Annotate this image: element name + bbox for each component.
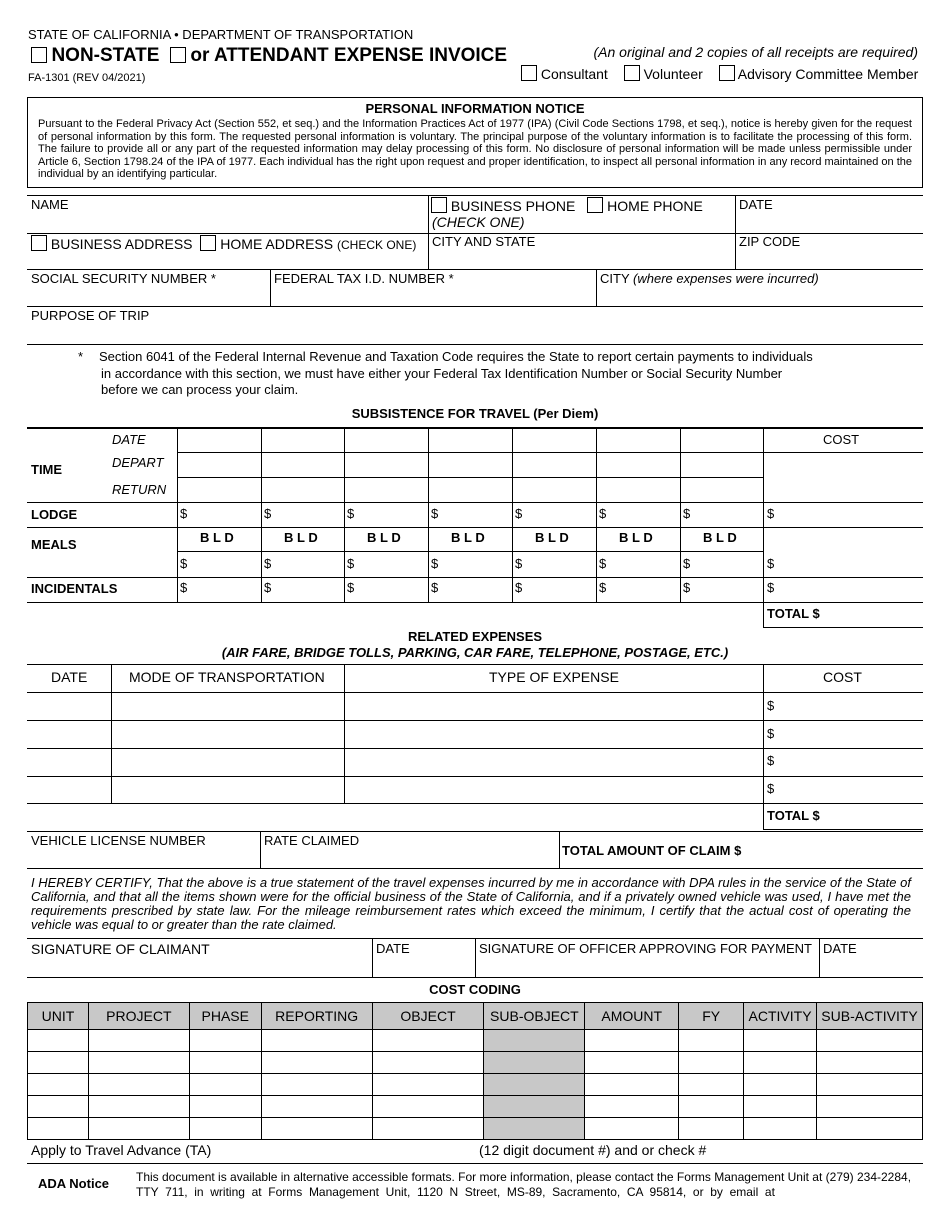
footnote-line1: Section 6041 of the Federal Internal Revenue and Taxation Code requires the State to report certain payments to individuals (99, 349, 813, 364)
certify-text: I HEREBY CERTIFY, That the above is a true statement of the travel expenses incurred by me in accordance with DPA rules in the service of the State of California, and that all the items shown were for the official business of the State of California, and if a privately owned vehicle was used, I have met the requirements prescribed by state law. For the mileage reimbursement rates which exceed the minimum, I certify that the actual cost of operating the vehicle was equal to or greater than the rate claimed. (31, 875, 911, 932)
cc-col-project: PROJECT (88, 1003, 189, 1030)
cc-col-sub-object: SUB-OBJECT (484, 1003, 585, 1030)
zip-label: ZIP CODE (739, 234, 801, 249)
purpose-label: PURPOSE OF TRIP (31, 308, 150, 323)
ftin-label: FEDERAL TAX I.D. NUMBER * (274, 271, 454, 286)
cost-coding-cell[interactable] (744, 1118, 817, 1140)
city-incurred-label (600, 271, 819, 286)
home-phone-label: HOME PHONE (607, 198, 703, 214)
related-subtitle: (AIR FARE, BRIDGE TOLLS, PARKING, CAR FARE, TELEPHONE, POSTAGE, ETC.) (221, 645, 729, 660)
cost-coding-cell[interactable] (189, 1118, 261, 1140)
lodge-dollar-6: $ (599, 506, 607, 521)
ada-line2: TTY 711, in writing at Forms Management Unit, 1120 N Street, MS-89, Sacramento, CA 95814, or by email at (136, 1185, 775, 1199)
related-cost-header: COST (823, 669, 862, 685)
cost-coding-cell[interactable] (585, 1030, 679, 1052)
cost-coding-cell[interactable] (817, 1074, 923, 1096)
cost-coding-cell[interactable] (189, 1096, 261, 1118)
cost-coding-cell[interactable] (372, 1030, 484, 1052)
incidentals-dollar-5: $ (515, 580, 523, 595)
cost-coding-title: COST CODING (429, 982, 521, 997)
cost-coding-cell[interactable] (189, 1030, 261, 1052)
related-mode-header: MODE OF TRANSPORTATION (129, 669, 325, 685)
meals-bld-label-4: B L D (451, 530, 485, 545)
cost-coding-cell[interactable] (679, 1096, 744, 1118)
meals-dollar-5: $ (515, 556, 523, 571)
cost-coding-cell[interactable] (28, 1118, 89, 1140)
cost-coding-cell[interactable] (484, 1052, 585, 1074)
cost-coding-row (28, 1052, 923, 1074)
footnote-line3: before we can process your claim. (101, 382, 299, 397)
cc-col-object: OBJECT (372, 1003, 484, 1030)
consultant-label: Consultant (540, 66, 608, 82)
role-options (521, 65, 918, 82)
footnote-star: * (78, 349, 84, 364)
non-state-label: NON-STATE (51, 45, 160, 66)
cost-coding-cell[interactable] (88, 1052, 189, 1074)
business-phone-label: BUSINESS PHONE (450, 198, 576, 214)
date-label: DATE (739, 197, 773, 212)
lodge-cost-dollar: $ (767, 506, 775, 521)
cost-coding-cell[interactable] (484, 1118, 585, 1140)
related-date-header: DATE (51, 669, 88, 685)
related-dollar-2: $ (767, 726, 775, 741)
home-address-label: HOME ADDRESS (220, 236, 334, 252)
cost-coding-cell[interactable] (261, 1074, 372, 1096)
business-address-checkbox[interactable] (31, 235, 47, 251)
privacy-text: Pursuant to the Federal Privacy Act (Section 552, et seq.) and the Information Practices Act of 1977 (IPA) (Civil Code Sections 1798, et seq.), notice is hereby given for the request of personal information by this form. The requested personal information is voluntary. The principal purpose of the voluntary information is to facilitate the processing of this form. The failure to provide all or any part of the requested information may delay processing of this form. No disclosure of personal information will be made unless permissible under Article 6, Section 1798.24 of the IPA of 1977. Each individual has the right upon request and proper identification, to inspect all personal information in any record maintained on the individual by an identifying particular. (38, 118, 912, 180)
cost-coding-cell[interactable] (484, 1096, 585, 1118)
meals-bld-label-1: B L D (200, 530, 234, 545)
cost-coding-cell[interactable] (817, 1052, 923, 1074)
lodge-dollar-1: $ (180, 506, 188, 521)
related-dollar-3: $ (767, 753, 775, 768)
cost-coding-cell[interactable] (189, 1052, 261, 1074)
city-state-label: CITY AND STATE (432, 234, 536, 249)
vehicle-license-label: VEHICLE LICENSE NUMBER (31, 833, 206, 848)
cost-coding-row (28, 1030, 923, 1052)
doc-number-label: (12 digit document #) and or check # (479, 1142, 707, 1158)
incidentals-dollar-2: $ (264, 580, 272, 595)
cost-coding-cell[interactable] (817, 1096, 923, 1118)
address-check-one: (CHECK ONE) (336, 238, 417, 252)
lodge-dollar-5: $ (515, 506, 523, 521)
meals-bld-label-3: B L D (367, 530, 401, 545)
cost-coding-cell[interactable] (261, 1030, 372, 1052)
lodge-dollar-7: $ (683, 506, 691, 521)
cc-col-unit: UNIT (28, 1003, 89, 1030)
cc-col-activity: ACTIVITY (744, 1003, 817, 1030)
cc-col-fy: FY (679, 1003, 744, 1030)
volunteer-label: Volunteer (643, 66, 703, 82)
footnote-line2: in accordance with this section, we must have either your Federal Tax Identification Number or Social Security Number (101, 366, 783, 381)
cost-coding-cell[interactable] (585, 1118, 679, 1140)
cost-coding-cell[interactable] (261, 1118, 372, 1140)
incidentals-dollar-3: $ (347, 580, 355, 595)
cost-coding-cell[interactable] (261, 1052, 372, 1074)
meals-dollar-4: $ (431, 556, 439, 571)
meals-bld-label-2: B L D (284, 530, 318, 545)
claimant-signature-label: SIGNATURE OF CLAIMANT (31, 941, 210, 957)
cost-coding-cell[interactable] (189, 1074, 261, 1096)
incidentals-label: INCIDENTALS (31, 581, 118, 596)
cost-coding-cell[interactable] (28, 1096, 89, 1118)
cost-coding-cell[interactable] (88, 1030, 189, 1052)
advisory-label: Advisory Committee Member (737, 66, 919, 82)
depart-label: DEPART (112, 455, 164, 470)
phone-check-one: (CHECK ONE) (432, 214, 525, 230)
cc-col-reporting: REPORTING (261, 1003, 372, 1030)
cc-col-amount: AMOUNT (585, 1003, 679, 1030)
cost-coding-cell[interactable] (484, 1074, 585, 1096)
meals-bld-label-6: B L D (619, 530, 653, 545)
related-type-header: TYPE OF EXPENSE (489, 669, 619, 685)
meals-dollar-3: $ (347, 556, 355, 571)
cost-coding-cell[interactable] (372, 1118, 484, 1140)
cost-coding-cell[interactable] (744, 1030, 817, 1052)
agency-line: STATE OF CALIFORNIA • DEPARTMENT OF TRANSPORTATION (28, 27, 414, 42)
cost-coding-cell[interactable] (679, 1118, 744, 1140)
incidentals-dollar-1: $ (180, 580, 188, 595)
home-phone-checkbox[interactable] (587, 197, 603, 213)
officer-signature-label: SIGNATURE OF OFFICER APPROVING FOR PAYMENT (479, 941, 812, 956)
non-state-checkbox[interactable] (31, 47, 47, 63)
cost-coding-cell[interactable] (585, 1096, 679, 1118)
lodge-dollar-3: $ (347, 506, 355, 521)
cost-coding-row (28, 1118, 923, 1140)
rate-claimed-label: RATE CLAIMED (264, 833, 360, 848)
cost-coding-cell[interactable] (585, 1074, 679, 1096)
time-label: TIME (31, 462, 63, 477)
meals-dollar-7: $ (683, 556, 691, 571)
cost-coding-table (27, 1002, 923, 1140)
incidentals-cost-dollar: $ (767, 580, 775, 595)
return-label: RETURN (112, 482, 167, 497)
subs-cost-label: COST (823, 432, 860, 447)
header-title-row (31, 45, 507, 67)
related-title: RELATED EXPENSES (407, 629, 543, 644)
related-dollar-1: $ (767, 698, 775, 713)
business-phone-checkbox[interactable] (431, 197, 447, 213)
lodge-dollar-4: $ (431, 506, 439, 521)
business-address-label: BUSINESS ADDRESS (50, 236, 193, 252)
subs-date-label: DATE (112, 432, 146, 447)
consultant-checkbox[interactable] (521, 65, 537, 81)
attendant-checkbox[interactable] (170, 47, 186, 63)
meals-cost-dollar: $ (767, 556, 775, 571)
cc-col-phase: PHASE (189, 1003, 261, 1030)
cost-coding-cell[interactable] (372, 1052, 484, 1074)
incidentals-dollar-6: $ (599, 580, 607, 595)
privacy-title: PERSONAL INFORMATION NOTICE (365, 101, 585, 116)
ada-line1: This document is available in alternative accessible formats. For more information, please contact the Forms Management Unit at (279) 234-2284, (136, 1170, 912, 1184)
subs-total-label: TOTAL $ (767, 606, 820, 621)
ssn-label: SOCIAL SECURITY NUMBER * (31, 271, 216, 286)
privacy-notice (27, 97, 923, 188)
cost-coding-cell[interactable] (88, 1074, 189, 1096)
cost-coding-cell[interactable] (484, 1030, 585, 1052)
home-address-checkbox[interactable] (200, 235, 216, 251)
form-number: FA-1301 (REV 04/2021) (28, 72, 146, 84)
cost-coding-cell[interactable] (679, 1030, 744, 1052)
cost-coding-cell[interactable] (261, 1096, 372, 1118)
incidentals-dollar-7: $ (683, 580, 691, 595)
total-claim-label: TOTAL AMOUNT OF CLAIM $ (562, 843, 742, 858)
city-note: (where expenses were incurred) (633, 271, 819, 286)
copies-note: (An original and 2 copies of all receipts are required) (593, 44, 918, 60)
cost-coding-row (28, 1096, 923, 1118)
meals-bld-label-7: B L D (703, 530, 737, 545)
advisory-checkbox[interactable] (719, 65, 735, 81)
cost-coding-cell[interactable] (28, 1052, 89, 1074)
name-label: NAME (31, 197, 69, 212)
related-dollar-4: $ (767, 781, 775, 796)
meals-bld-label-5: B L D (535, 530, 569, 545)
meals-dollar-2: $ (264, 556, 272, 571)
cost-coding-cell[interactable] (744, 1052, 817, 1074)
cost-coding-row (28, 1074, 923, 1096)
city-label: CITY (600, 271, 630, 286)
cost-coding-cell[interactable] (679, 1052, 744, 1074)
cost-coding-cell[interactable] (28, 1030, 89, 1052)
cost-coding-cell[interactable] (817, 1030, 923, 1052)
incidentals-dollar-4: $ (431, 580, 439, 595)
lodge-label: LODGE (31, 507, 78, 522)
officer-date-label: DATE (823, 941, 857, 956)
related-total-label: TOTAL $ (767, 808, 820, 823)
cost-coding-cell[interactable] (744, 1074, 817, 1096)
ada-label: ADA Notice (38, 1176, 110, 1191)
cost-coding-header-row (28, 1003, 923, 1030)
cost-coding-cell[interactable] (372, 1074, 484, 1096)
meals-label: MEALS (31, 537, 77, 552)
cost-coding-cell[interactable] (679, 1074, 744, 1096)
cost-coding-cell[interactable] (372, 1096, 484, 1118)
cost-coding-cell[interactable] (88, 1118, 189, 1140)
volunteer-checkbox[interactable] (624, 65, 640, 81)
cost-coding-cell[interactable] (585, 1052, 679, 1074)
address-options (31, 235, 416, 252)
lodge-dollar-2: $ (264, 506, 272, 521)
cost-coding-cell[interactable] (88, 1096, 189, 1118)
cost-coding-cell[interactable] (28, 1074, 89, 1096)
apply-ta-label: Apply to Travel Advance (TA) (31, 1142, 212, 1158)
claimant-date-label: DATE (376, 941, 410, 956)
meals-dollar-1: $ (180, 556, 188, 571)
form-title: or ATTENDANT EXPENSE INVOICE (190, 45, 508, 66)
cc-col-sub-activity: SUB-ACTIVITY (817, 1003, 923, 1030)
meals-dollar-6: $ (599, 556, 607, 571)
subsistence-title: SUBSISTENCE FOR TRAVEL (Per Diem) (351, 406, 599, 421)
phone-options (431, 197, 703, 214)
cost-coding-cell[interactable] (744, 1096, 817, 1118)
cost-coding-cell[interactable] (817, 1118, 923, 1140)
